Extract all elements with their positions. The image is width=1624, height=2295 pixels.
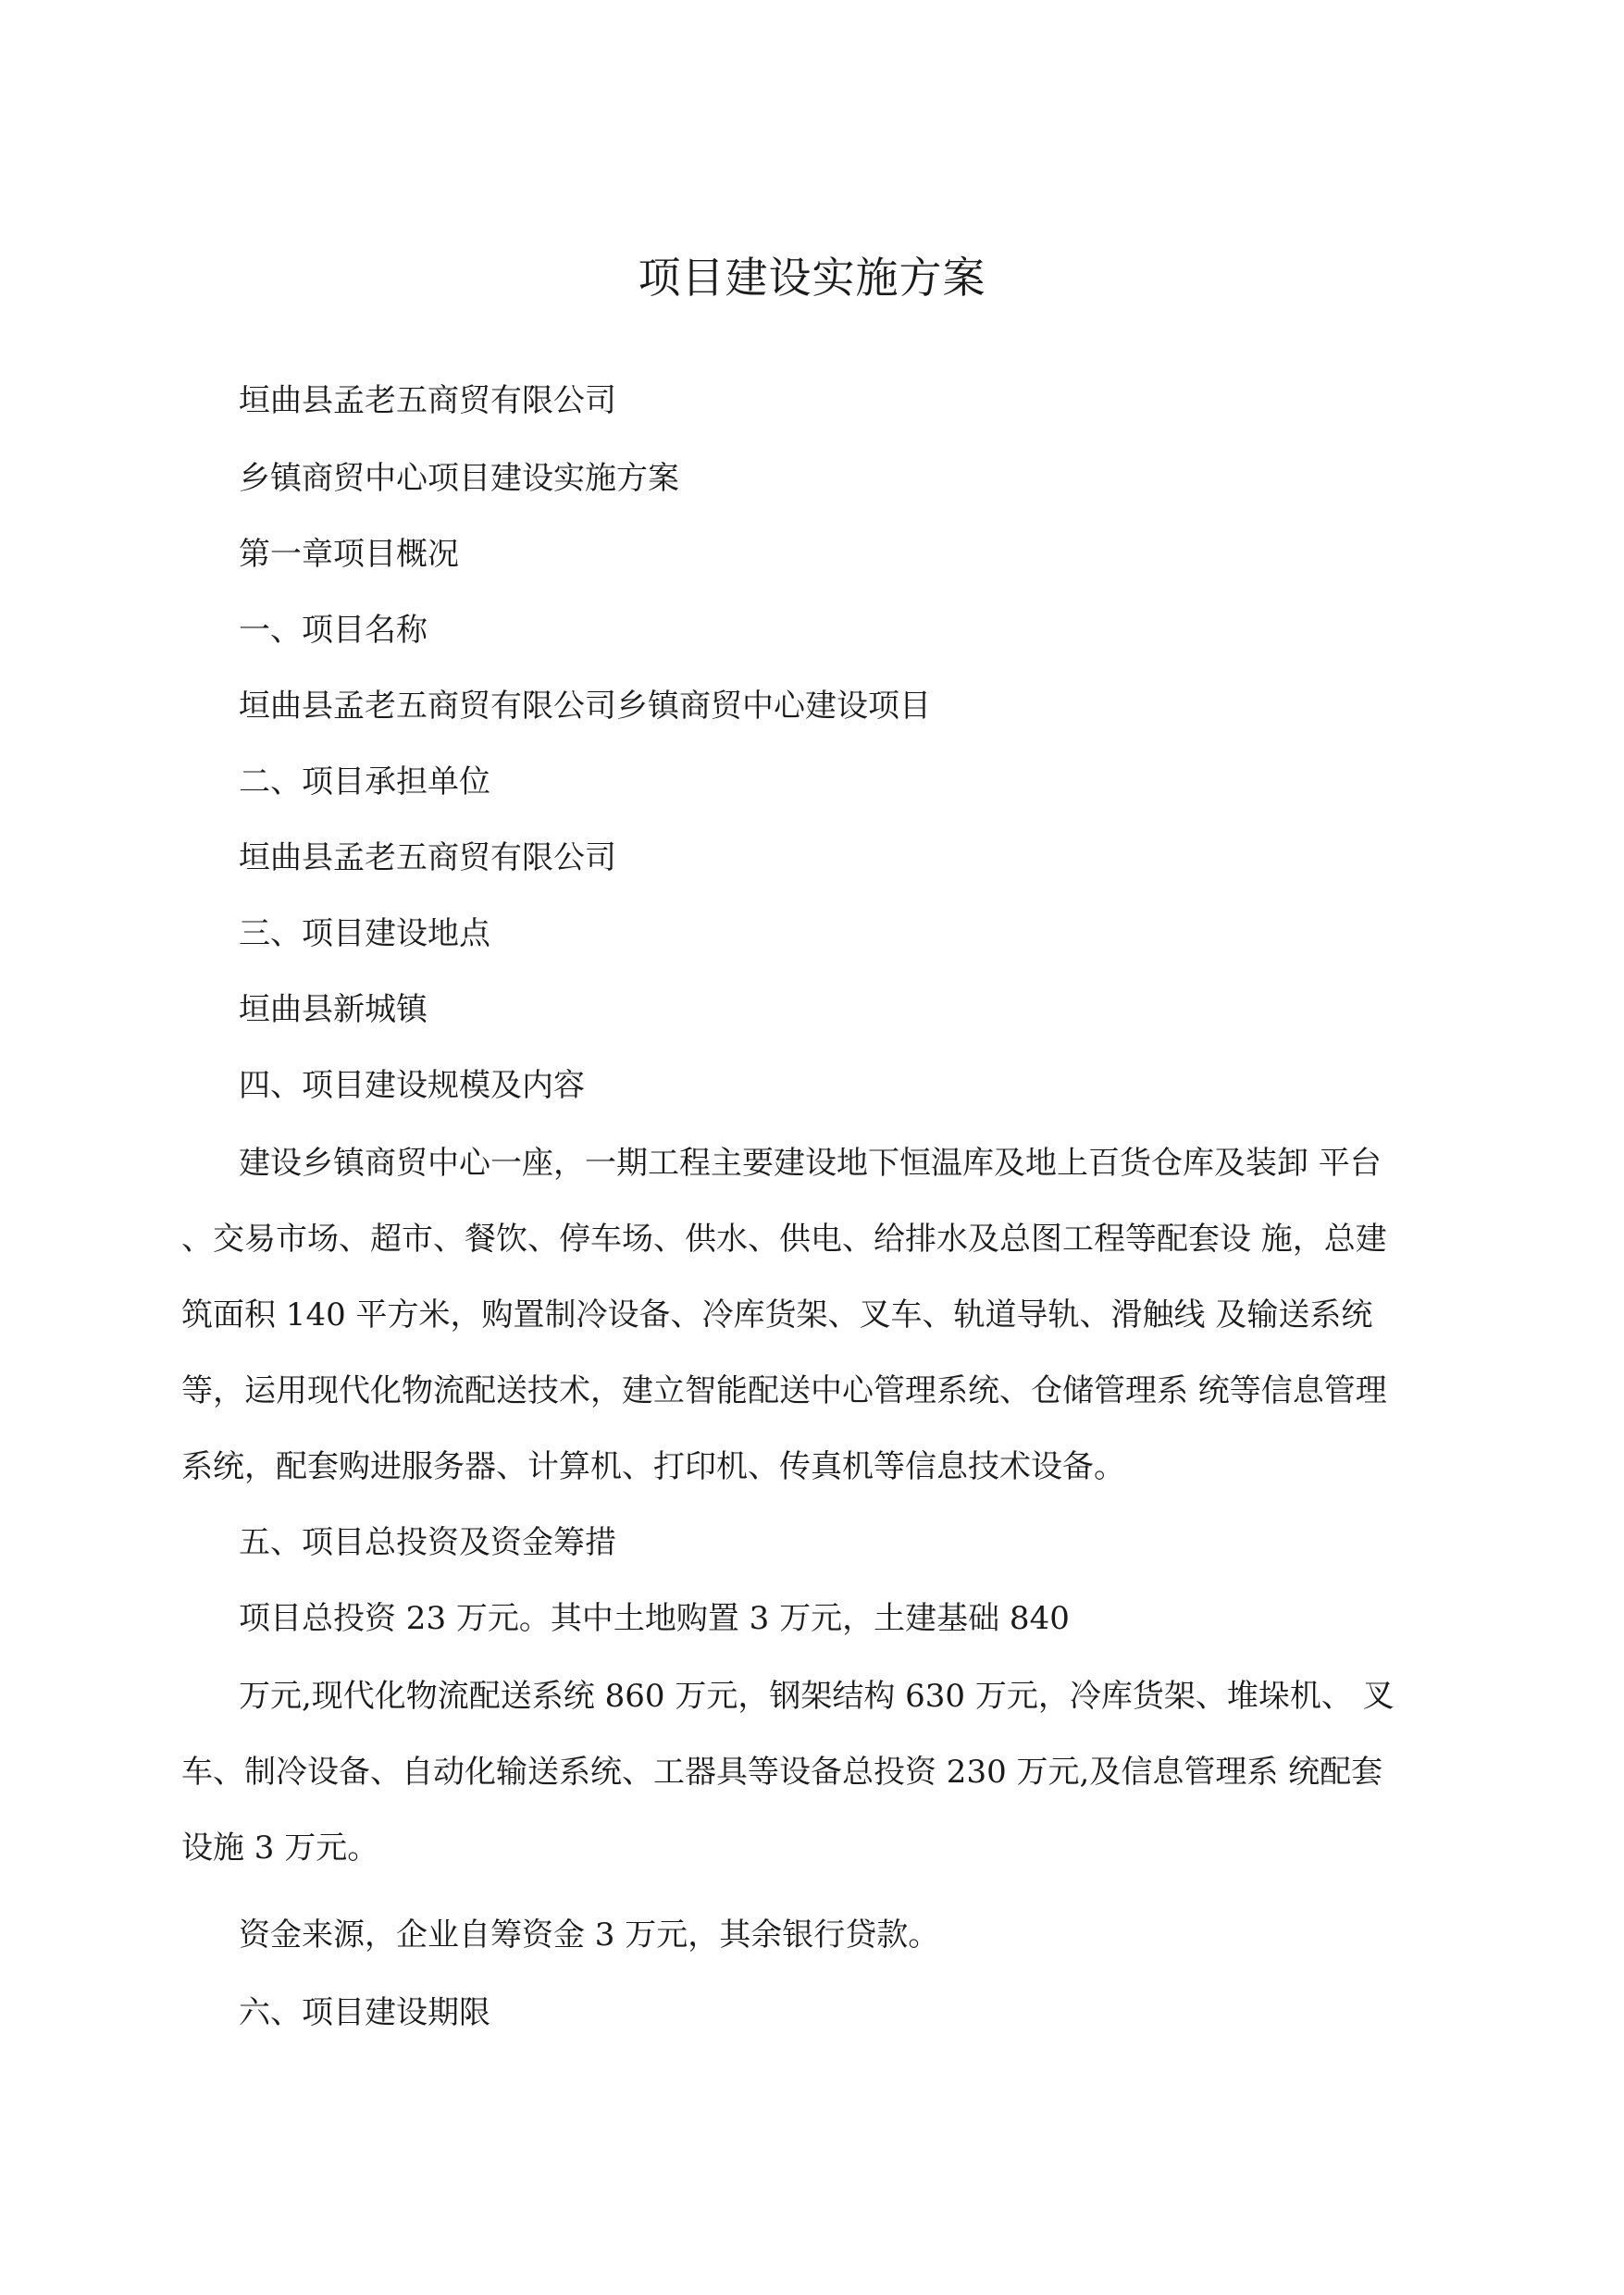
funding-source-text: 资金来源，企业自筹资金 3 万元，其余银行贷款。 [239,1917,940,1954]
chapter-heading: 第一章项目概况 [239,536,459,573]
investment-paragraph-line: 万元,现代化物流配送系统 860 万元，钢架结构 630 万元，冷库货架、堆垛机、 叉 [239,1678,1395,1715]
section-heading-name: 一、项目名称 [239,612,428,649]
investment-paragraph-line: 车、制冷设备、自动化输送系统、工器具等设备总投资 230 万元,及信息管理系 统配套 [181,1754,1383,1791]
investment-paragraph-line: 项目总投资 23 万元。其中土地购置 3 万元，土建基础 840 [239,1600,1070,1637]
project-name-text: 垣曲县孟老五商贸有限公司乡镇商贸中心建设项目 [239,688,931,725]
project-unit-text: 垣曲县孟老五商贸有限公司 [239,839,616,876]
section-heading-investment: 五、项目总投资及资金筹措 [239,1524,616,1561]
scale-paragraph-line: 建设乡镇商贸中心一座，一期工程主要建设地下恒温库及地上百货仓库及装卸 平台 [239,1145,1382,1182]
project-location-text: 垣曲县新城镇 [239,991,428,1028]
section-heading-location: 三、项目建设地点 [239,915,490,952]
scale-paragraph-line: 等，运用现代化物流配送技术，建立智能配送中心管理系统、仓储管理系 统等信息管理 [181,1372,1387,1409]
scale-paragraph-line: 、交易市场、超市、餐饮、停车场、供水、供电、给排水及总图工程等配套设 施，总建 [181,1221,1387,1258]
subtitle-line: 乡镇商贸中心项目建设实施方案 [239,460,679,497]
scale-paragraph-line: 筑面积 140 平方米，购置制冷设备、冷库货架、叉车、轨道导轨、滑触线 及输送系统 [181,1296,1373,1334]
investment-paragraph-line: 设施 3 万元。 [181,1830,379,1867]
document-title: 项目建设实施方案 [638,253,986,303]
section-heading-scale: 四、项目建设规模及内容 [239,1067,585,1104]
company-name-line: 垣曲县孟老五商贸有限公司 [239,382,616,419]
section-heading-period: 六、项目建设期限 [239,1994,490,2031]
section-heading-unit: 二、项目承担单位 [239,763,490,800]
scale-paragraph-line: 系统，配套购进服务器、计算机、打印机、传真机等信息技术设备。 [181,1448,1125,1485]
